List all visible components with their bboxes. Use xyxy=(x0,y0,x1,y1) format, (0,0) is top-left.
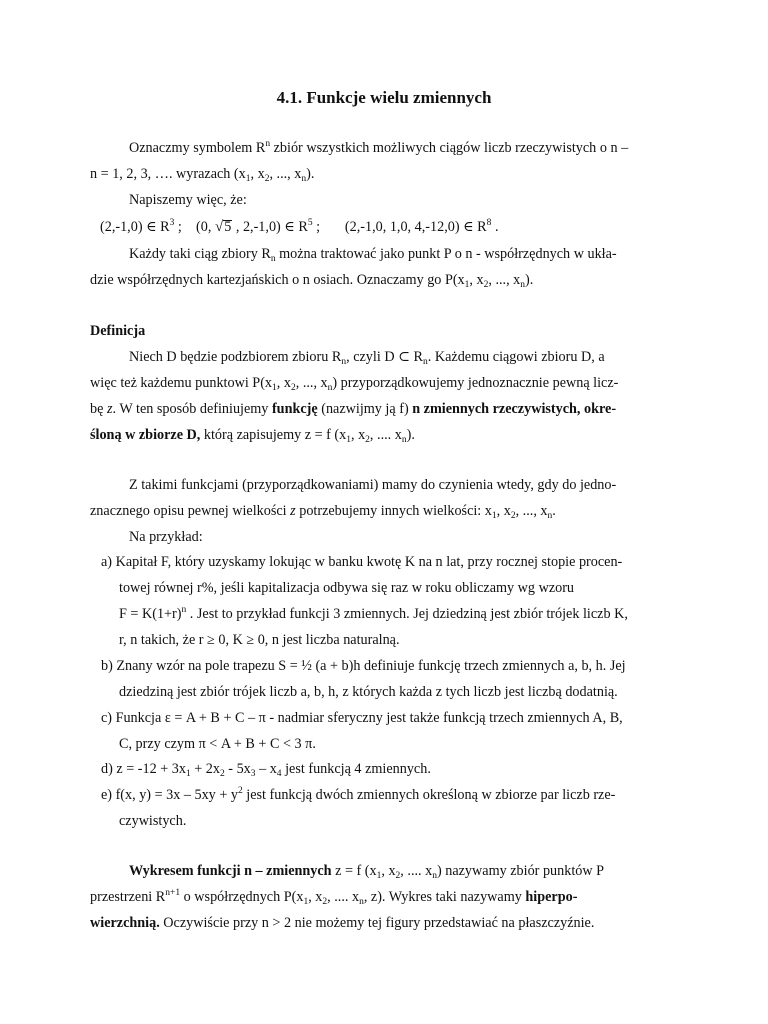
definition-line-4: śloną w zbiorze D, którą zapisujemy z = f ($x_1$, $x_2$, .... $x_n$). xyxy=(90,427,415,445)
para2-text: potrzebujemy innych wielkości: x xyxy=(295,503,492,519)
example-b-line-1: b) Znany wzór na pole trapezu S = ½ (a + b)h definiuje funkcję trzech zmiennych a, b, h. Jej xyxy=(101,658,626,674)
graph-text: , z). Wykres taki nazywamy xyxy=(363,889,526,905)
set-example-2: (0, xyxy=(196,219,215,235)
term-hiperpowierzchnia-end: wierzchnią. xyxy=(90,915,160,931)
definition-text: .... x xyxy=(377,427,402,443)
set-example-3: (2,-1,0, 1,0, 4,-12,0) ∈ R xyxy=(344,219,487,235)
graph-line-2: przestrzeni $R^{n+1}$ o współrzędnych $P(x_1$, $x_2$, .... $x_n$, z). Wykres taki nazywamy hiperpo- xyxy=(90,888,578,907)
graph-text: ) nazywamy zbiór punktów P xyxy=(436,863,605,879)
intro-line-2: n = 1, 2, 3, …. wyrazach ($x_1$, $x_2$, ..., $x_n$). xyxy=(90,166,315,184)
intro-text: można traktować jako punkt P o n - współrzędnych w ukła- xyxy=(275,246,617,262)
graph-text: z = f (x xyxy=(331,863,377,879)
graph-text: .... x xyxy=(407,863,433,879)
graph-text: o współrzędnych P(x xyxy=(180,889,304,905)
definition-text: Niech D będzie podzbiorem zbioru R xyxy=(129,349,342,365)
definition-text: którą zapisujemy z = f (x xyxy=(200,427,347,443)
definition-heading: Definicja xyxy=(90,323,146,339)
intro-text: Każdy taki ciąg zbiory R xyxy=(129,246,271,262)
para2-text: znacznego opisu pewnej wielkości xyxy=(90,503,291,519)
example-e-line-1: e) f(x, $y) = 3x - 5xy + y^2$ jest funkcją dwóch zmiennych określoną w zbiorze par liczb rze- xyxy=(101,786,616,803)
example-a-line-2: towej równej r%, jeśli kapitalizacja odbywa się raz w roku obliczamy wg wzoru xyxy=(119,580,575,596)
definition-text: ) przyporządkowujemy jednoznacznie pewną licz- xyxy=(332,375,619,391)
sqrt-radicand: 5 xyxy=(224,219,232,235)
intro-text: zbiór wszystkich możliwych ciągów liczb rzeczywistych o n – xyxy=(270,140,629,156)
example-a-line-1: a) Kapitał F, który uzyskamy lokując w banku kwotę K na n lat, przy rocznej stopie procen- xyxy=(101,554,623,570)
definition-text: . W ten sposób definiujemy xyxy=(112,401,272,417)
graph-text: przestrzeni R xyxy=(90,889,166,905)
example-a-line-3: $F = K(1+r)^n$ . Jest to przykład funkcji 3 zmiennych. Jej dziedziną jest zbiór trójek liczb K, xyxy=(119,605,628,622)
example-text: – x xyxy=(255,761,277,777)
intro-text: Oznaczmy symbolem R xyxy=(129,140,266,156)
example-b-line-2: dziedziną jest zbiór trójek liczb a, b, h, z których każda z tych liczb jest liczbą dodatnią. xyxy=(119,684,618,700)
graph-line-3 xyxy=(90,914,594,932)
set-example-2-tail: , 2,-1,0) ∈ R xyxy=(232,219,308,235)
intro-line-3: Napiszemy więc, że: xyxy=(129,192,247,208)
formula-capital: F = K(1+r) xyxy=(119,606,182,622)
para2-line-2: znacznego opisu pewnej wielkości z potrzebujemy innych wielkości: $x_1$, $x_2$, ..., $x_n$. xyxy=(90,503,556,521)
intro-line-5: Każdy taki ciąg zbiory $R_n$ można traktować jako punkt P o n - współrzędnych w ukła- xyxy=(129,246,617,264)
example-text: + 2x xyxy=(190,761,220,777)
term-funkcja: funkcję xyxy=(271,401,318,417)
definition-line-2: więc też każdemu punktowi $P(x_1$, $x_2$, ..., $x_n$) przyporządkowujemy jednoznacznie pewną licz- xyxy=(90,375,619,393)
intro-examples-line: (2,-1,0) ∈ $R^3$ ; (0, √5 , 2,-1,0) ∈ $R^5$ ; (2,-1,0, 1,0, 4,-12,0) ∈ $R^8$ . xyxy=(100,218,499,235)
example-text: d) z = -12 + 3x xyxy=(101,761,186,777)
example-text: jest funkcją 4 zmiennych. xyxy=(281,761,431,777)
superscript: n xyxy=(265,139,271,149)
intro-text: ..., x xyxy=(276,166,302,182)
example-c-line-1: c) Funkcja ε = A + B + C – π - nadmiar sferyczny jest także funkcją trzech zmiennych A, B, xyxy=(101,710,623,726)
section-title: 4.1. Funkcje wielu zmiennych xyxy=(276,88,492,107)
para2-line-1: Z takimi funkcjami (przyporządkowaniami) mamy do czynienia wtedy, gdy do jedno- xyxy=(129,477,617,493)
set-example-1: (2,-1,0) ∈ R xyxy=(100,219,170,235)
term-okreslona: śloną w zbiorze D, xyxy=(90,427,201,443)
term-hiperpowierzchnia: hiperpo- xyxy=(525,889,578,905)
intro-text: dzie współrzędnych kartezjańskich o n osiach. Oznaczamy go P(x xyxy=(90,272,465,288)
example-a-line-4: r, n takich, że r ≥ 0, K ≥ 0, n jest liczba naturalną. xyxy=(119,632,400,648)
term-wykres: Wykresem funkcji n – zmiennych xyxy=(129,863,332,879)
definition-text: więc też każdemu punktowi P(x xyxy=(90,375,273,391)
intro-text: n = 1, 2, 3, …. wyrazach (x xyxy=(90,166,246,182)
graph-line-1: Wykresem funkcji n – zmiennych z = f ($x_1$, $x_2$, .... $x_n$) nazywamy zbiór punktów P xyxy=(129,863,605,881)
definition-text: (nazwijmy ją f) xyxy=(317,401,413,417)
para2-line-3: Na przykład: xyxy=(129,529,203,545)
definition-line-1: Niech D będzie podzbiorem zbioru $R_n$, czyli D ⊂ $R_n$. Każdemu ciągowi zbioru D, a xyxy=(129,349,605,367)
example-c-line-2: C, przy czym π < A + B + C < 3 π. xyxy=(119,736,316,752)
term-n-zmiennych: n zmiennych rzeczywistych, okre- xyxy=(412,401,617,417)
intro-line-6: dzie współrzędnych kartezjańskich o n osiach. Oznaczamy go $P(x_1$, $x_2$, ..., $x_n$). xyxy=(90,272,534,290)
variable-z: z xyxy=(290,503,296,519)
graph-text: Oczywiście przy n > 2 nie możemy tej figury przedstawiać na płaszczyźnie. xyxy=(159,915,595,931)
example-text: e) f(x, y) = 3x – 5xy + y xyxy=(101,787,238,803)
graph-text: .... x xyxy=(334,889,360,905)
variable-z: z xyxy=(106,401,113,417)
example-text: jest funkcją dwóch zmiennych określoną w zbiorze par liczb rze- xyxy=(242,787,616,803)
definition-text: . Każdemu ciągowi zbioru D, a xyxy=(427,349,605,365)
example-e-line-2: czywistych. xyxy=(119,813,187,829)
definition-text: , czyli D ⊂ R xyxy=(346,349,424,365)
sqrt-symbol: √ xyxy=(214,219,224,235)
definition-line-3 xyxy=(90,400,616,418)
example-d-line: d) $z = -12 + 3x_1 + 2x_2 - 5x_3 - x_4$ jest funkcją 4 zmiennych. xyxy=(101,761,431,779)
intro-line-1 xyxy=(129,139,628,157)
example-text: - 5x xyxy=(224,761,251,777)
definition-text: bę xyxy=(90,401,107,417)
example-text: . Jest to przykład funkcji 3 zmiennych. Jej dziedziną jest zbiór trójek liczb K, xyxy=(186,606,628,622)
